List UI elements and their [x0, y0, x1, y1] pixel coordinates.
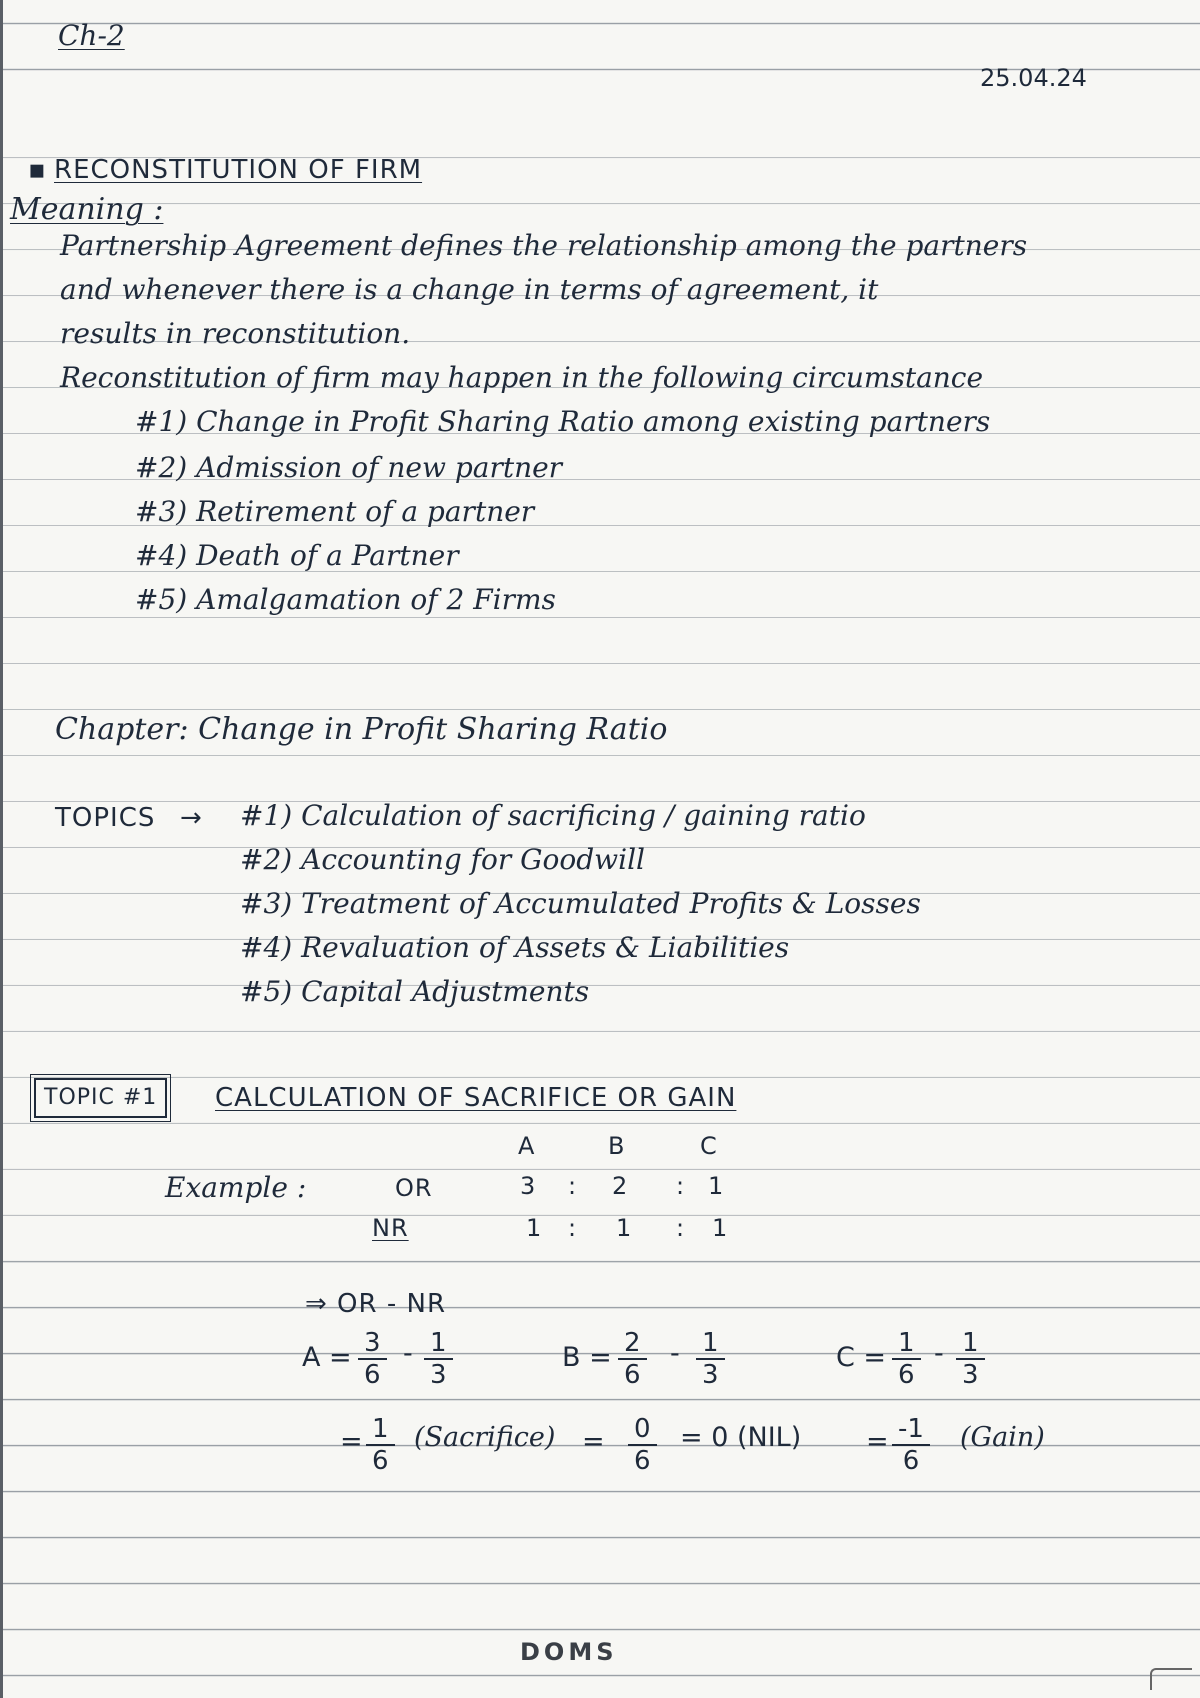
result-a-fraction — [366, 1414, 395, 1476]
calc-c-fraction-2 — [956, 1328, 985, 1390]
calc-c-f2-num: 1 — [956, 1328, 985, 1360]
meaning-line-3: results in reconstitution. — [60, 317, 411, 350]
topic-1-title: CALCULATION OF SACRIFICE OR GAIN — [215, 1083, 737, 1113]
nr-value-c: 1 — [712, 1214, 729, 1242]
circumstances-intro: Reconstitution of firm may happen in the following circumstance — [60, 361, 984, 394]
meaning-line-1: Partnership Agreement defines the relationship among the partners — [60, 229, 1028, 262]
calc-b-label: B = — [562, 1342, 612, 1373]
calc-b-f2-den: 3 — [702, 1360, 719, 1390]
topic-1-box: TOPIC #1 — [34, 1078, 167, 1118]
result-b-equals: = — [582, 1426, 605, 1457]
page-edge-line — [0, 0, 3, 1698]
calc-a-label: A = — [302, 1342, 352, 1373]
calc-b-f1-den: 6 — [624, 1360, 641, 1390]
topic-item-3: #3) Treatment of Accumulated Profits & Losses — [240, 887, 921, 920]
result-b-num: 0 — [628, 1414, 657, 1446]
or-sep-2: : — [676, 1172, 686, 1200]
topics-label: TOPICS — [55, 803, 156, 833]
or-value-b: 2 — [612, 1172, 629, 1200]
topic-item-4: #4) Revaluation of Assets & Liabilities — [240, 931, 790, 964]
result-b-note: = 0 (NIL) — [680, 1422, 802, 1453]
result-c-den: 6 — [902, 1446, 920, 1476]
topic-item-1: #1) Calculation of sacrificing / gaining ratio — [240, 799, 866, 832]
section-title: RECONSTITUTION OF FIRM — [54, 155, 423, 185]
example-label: Example : — [165, 1171, 307, 1204]
calc-a-f1-num: 3 — [358, 1328, 387, 1360]
or-sep-1: : — [568, 1172, 578, 1200]
calc-a-minus: - — [403, 1338, 413, 1369]
calc-c-fraction-1 — [892, 1328, 921, 1390]
result-c-fraction — [892, 1414, 930, 1476]
calc-b-fraction-1 — [618, 1328, 647, 1390]
result-c-note: (Gain) — [960, 1422, 1045, 1453]
or-value-a: 3 — [520, 1172, 537, 1200]
calc-c-f1-den: 6 — [898, 1360, 915, 1390]
result-c-num: -1 — [892, 1414, 930, 1446]
column-header-a: A — [518, 1132, 536, 1160]
calc-c-label: C = — [836, 1342, 887, 1373]
calc-a-f1-den: 6 — [364, 1360, 381, 1390]
result-b-fraction — [628, 1414, 657, 1476]
calc-a-fraction-2 — [424, 1328, 453, 1390]
calc-a-fraction-1 — [358, 1328, 387, 1390]
calc-a-f2-den: 3 — [430, 1360, 447, 1390]
result-b-den: 6 — [634, 1446, 651, 1476]
formula-line: ⇒ OR - NR — [305, 1289, 447, 1319]
column-header-b: B — [608, 1132, 626, 1160]
result-a-num: 1 — [366, 1414, 395, 1446]
nr-sep-1: : — [568, 1214, 578, 1242]
topic-item-5: #5) Capital Adjustments — [240, 975, 590, 1008]
column-header-c: C — [700, 1132, 718, 1160]
chapter-label: Ch-2 — [58, 19, 125, 52]
circumstance-item-1: #1) Change in Profit Sharing Ratio among existing partners — [135, 405, 991, 438]
meaning-label: Meaning : — [10, 192, 164, 227]
calc-b-f2-num: 1 — [696, 1328, 725, 1360]
section-bullet: ▪ — [28, 155, 47, 185]
topics-arrow-icon: → — [180, 803, 203, 833]
nr-sep-2: : — [676, 1214, 686, 1242]
result-a-note: (Sacrifice) — [414, 1422, 556, 1453]
result-a-equals: = — [340, 1426, 363, 1457]
calc-a-f2-num: 1 — [424, 1328, 453, 1360]
circumstance-item-3: #3) Retirement of a partner — [135, 495, 535, 528]
calc-c-minus: - — [934, 1338, 944, 1369]
circumstance-item-5: #5) Amalgamation of 2 Firms — [135, 583, 556, 616]
result-c-equals: = — [866, 1426, 889, 1457]
calc-b-fraction-2 — [696, 1328, 725, 1390]
nr-label: NR — [372, 1214, 409, 1242]
calc-b-minus: - — [670, 1338, 680, 1369]
or-label: OR — [395, 1174, 433, 1202]
or-value-c: 1 — [708, 1172, 725, 1200]
chapter-heading: Chapter: Change in Profit Sharing Ratio — [55, 712, 668, 747]
circumstance-item-2: #2) Admission of new partner — [135, 451, 563, 484]
topic-item-2: #2) Accounting for Goodwill — [240, 843, 646, 876]
calc-b-f1-num: 2 — [618, 1328, 647, 1360]
brand-logo: DOMS — [520, 1638, 618, 1666]
nr-value-b: 1 — [616, 1214, 633, 1242]
circumstance-item-4: #4) Death of a Partner — [135, 539, 459, 572]
result-a-den: 6 — [372, 1446, 389, 1476]
calc-c-f2-den: 3 — [962, 1360, 979, 1390]
date-label: 25.04.24 — [980, 64, 1087, 92]
calc-c-f1-num: 1 — [892, 1328, 921, 1360]
page-corner-mark — [1150, 1668, 1192, 1690]
nr-value-a: 1 — [526, 1214, 543, 1242]
meaning-line-2: and whenever there is a change in terms of agreement, it — [60, 273, 879, 306]
